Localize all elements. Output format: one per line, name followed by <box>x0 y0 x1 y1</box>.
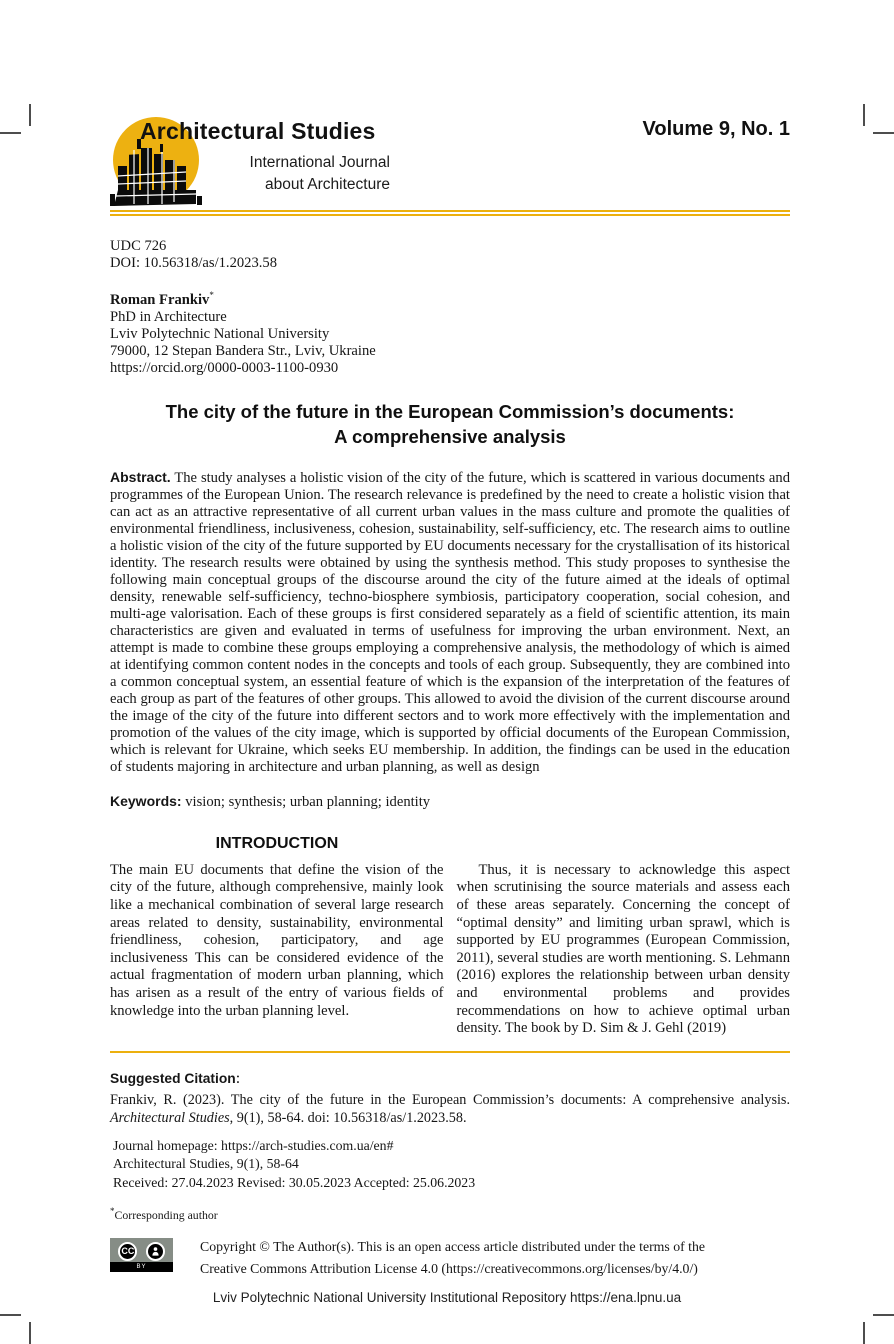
license-section <box>110 1236 790 1280</box>
crop-mark-top-left-vertical <box>29 104 31 126</box>
cc-by-label: BY <box>110 1262 173 1272</box>
introduction-column-right: Thus, it is necessary to acknowledge this aspect when scrutinising the source materials and assess each of these areas separately. Concerning the concept of “optimal density” and limiting urban sprawl, which is supported by EU programmes (European Commission, 2011), several studies are worth mentioning. S. Lehmann (2016) explores the relationship between urban density and environmental problems and provides recommendations on how to achieve optimal urban density. The book by D. Sim & J. Gehl (2019) <box>456 861 790 1037</box>
corresponding-author-footnote: *Corresponding author <box>110 1206 218 1223</box>
crop-mark-bottom-right-vertical <box>863 1322 865 1344</box>
author-block <box>110 287 790 377</box>
abstract <box>110 469 790 776</box>
crop-mark-top-left-horizontal <box>0 132 21 134</box>
corresponding-author-asterisk: * <box>209 290 214 300</box>
article-title-line1: The city of the future in the European Commission’s documents: <box>165 400 735 422</box>
journal-info-lines <box>110 1137 790 1193</box>
journal-reference: Architectural Studies, 9(1), 58-64 <box>113 1156 299 1172</box>
crop-mark-bottom-left-vertical <box>29 1322 31 1344</box>
license-text <box>200 1236 705 1280</box>
license-text-line2: Creative Commons Attribution License 4.0 (https://creativecommons.org/licenses/by/4.0/) <box>200 1261 698 1277</box>
keywords-text: vision; synthesis; urban planning; identity <box>185 793 431 810</box>
author-affiliation: Lviv Polytechnic National University <box>110 325 330 342</box>
introduction-column-left: The main EU documents that define the vision of the city of the future, although comprehensive, mainly look like a mechanical combination of several large research areas related to density, sustainability, environmental friendliness, cohesion, participatory, and age inclusiveness This can be considered evidence of the actual fragmentation of modern urban planning, which has arisen as a result of the entry of various fields of knowledge into the urban planning level. <box>110 861 444 1019</box>
volume-label: Volume 9, No. 1 <box>642 118 790 140</box>
introduction-heading: INTRODUCTION <box>215 834 339 852</box>
article-title <box>110 400 790 450</box>
citation-journal-italic: Architectural Studies <box>110 1110 230 1127</box>
suggested-citation-heading: Suggested Citation: <box>110 1069 241 1087</box>
author-name: Roman Frankiv* <box>110 290 214 308</box>
license-text-line1: Copyright © The Author(s). This is an open access article distributed under the terms of the <box>200 1239 706 1255</box>
person-attribution-icon <box>146 1242 165 1261</box>
journal-title: Architectural Studies <box>140 118 376 144</box>
author-orcid-link: https://orcid.org/0000-0003-1100-0930 <box>110 359 339 376</box>
journal-subtitle <box>210 152 390 197</box>
article-dates: Received: 27.04.2023 Revised: 30.05.2023 Accepted: 25.06.2023 <box>113 1174 476 1190</box>
article-title-line2: A comprehensive analysis <box>334 425 566 447</box>
journal-subtitle-line2: about Architecture <box>265 176 390 194</box>
udc-number: UDC 726 <box>110 238 167 254</box>
page-content <box>110 104 790 1280</box>
repository-footer: Lviv Polytechnic National University Institutional Repository https://ena.lpnu.ua <box>212 1290 682 1305</box>
crop-mark-bottom-left-horizontal <box>0 1314 21 1316</box>
article-meta <box>110 238 790 272</box>
suggested-citation <box>110 1070 790 1193</box>
crop-mark-top-right-vertical <box>863 104 865 126</box>
introduction-columns <box>110 862 790 1038</box>
cc-by-license-badge <box>110 1238 173 1272</box>
crop-mark-bottom-right-horizontal <box>873 1314 894 1316</box>
abstract-label: Abstract. <box>110 468 171 485</box>
keywords-label: Keywords: <box>110 792 182 809</box>
abstract-text: The study analyses a holistic vision of the city of the future, which is scattered in various documents and programmes of the European Union. The research relevance is predefined by the need to create a holistic vision that can act as an attractive representative of all current urban values in the mass culture and promote the qualities of environmental friendliness, inclusiveness, cohesion, sustainability, self-sufficiency, etc. The research aims to outline a holistic vision of the city of the future supported by EU documents necessary for the crystallisation of its historical identity. The research results were obtained by using the synthesis method. This study proposes to synthesise the following main conceptual groups of the discourse around the city of the future aimed at the ideals of optimal density, renewable self-sufficiency, techno-biosphere symbiosis, participatory cooperation, social cohesion, and multi-age valorisation. Each of these groups is first considered separately as a field of scientific attention, its main characteristics are given and evaluated in terms of usefulness for improving the urban environment. Next, an attempt is made to combine these groups employing a comprehensive analysis, the methodology of which is aimed at identifying common content nodes in the concepts and tools of each group. Subsequently, they are combined into a common conceptual system, an essential feature of which is the expansion of the interpretation of the features of each group as part of the features of other groups. This allowed to avoid the division of the current discourse around the image of the city of the future into different sectors and to work more effectively with the implementation and promotion of the values of the city image, which is supported by official documents of the European Commission, which is relevant for Ukraine, which seeks EU membership. In addition, the findings can be used in the education of students majoring in architecture and urban planning, as well as design <box>110 469 790 775</box>
header-divider <box>110 210 790 216</box>
footer-divider <box>110 1051 790 1053</box>
cc-icon: CC <box>118 1242 137 1261</box>
author-degree: PhD in Architecture <box>110 308 227 325</box>
crop-mark-top-right-horizontal <box>873 132 894 134</box>
journal-header <box>110 104 790 200</box>
doi-number: DOI: 10.56318/as/1.2023.58 <box>110 255 278 271</box>
citation-text: Frankiv, R. (2023). The city of the future in the European Commission’s documents: A comprehensive analysis. Architectural Studies, 9(1), 58-64. doi: 10.56318/as/1.2023.58. <box>110 1091 790 1127</box>
journal-homepage-link: Journal homepage: https://arch-studies.com.ua/en# <box>113 1137 394 1153</box>
journal-subtitle-line1: International Journal <box>249 154 390 171</box>
keywords <box>110 793 790 811</box>
author-address: 79000, 12 Stepan Bandera Str., Lviv, Ukraine <box>110 342 376 359</box>
